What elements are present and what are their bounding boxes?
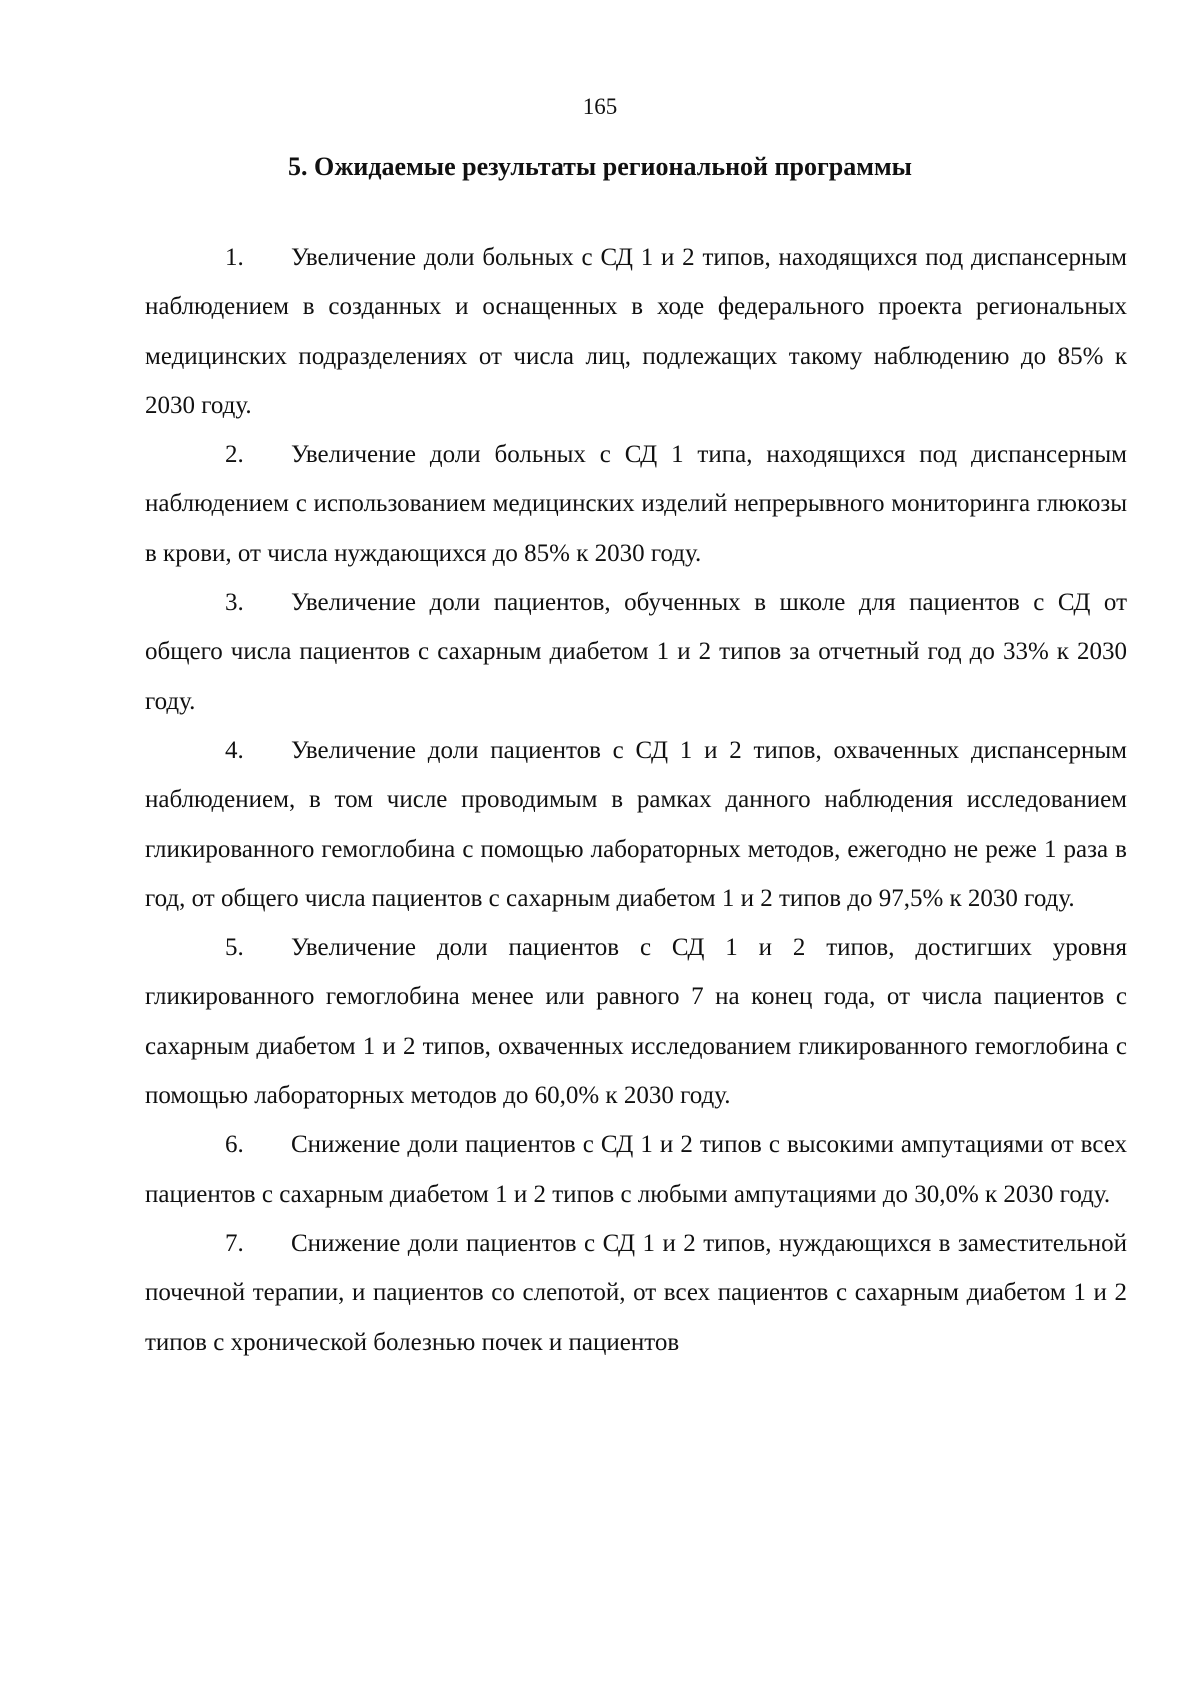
item-text: Снижение доли пациентов с СД 1 и 2 типов с высокими ампутациями от всех пациентов с сахарным диабетом 1 и 2 типов с любыми ампутациями до 30,0% к 2030 году. <box>145 1131 1127 1208</box>
item-text: Увеличение доли пациентов, обученных в школе для пациентов с СД от общего числа пациентов с сахарным диабетом 1 и 2 типов за отчетный год до 33% к 2030 году. <box>145 589 1127 715</box>
page-number: 165 <box>582 94 618 119</box>
section-title: 5. Ожидаемые результаты региональной программы <box>288 152 912 181</box>
list-item <box>145 726 1127 923</box>
list-item <box>145 578 1127 726</box>
item-number: 5. <box>225 934 244 962</box>
list-item <box>145 1219 1127 1367</box>
item-text: Увеличение доли больных с СД 1 и 2 типов, находящихся под диспансерным наблюдением в созданных и оснащенных в ходе федерального проекта региональных медицинских подразделениях от числа лиц, подлежащих такому наблюдению до 85% к 2030 году. <box>145 244 1127 419</box>
list-item <box>145 430 1127 578</box>
item-number: 4. <box>225 736 244 764</box>
item-number: 7. <box>225 1229 244 1257</box>
content-body <box>145 233 1127 1367</box>
item-number: 3. <box>225 589 244 617</box>
item-number: 1. <box>225 244 244 271</box>
item-text: Увеличение доли пациентов с СД 1 и 2 типов, достигших уровня гликированного гемоглобина менее или равного 7 на конец года, от числа пациентов с сахарным диабетом 1 и 2 типов, охваченных исследованием гликированного гемоглобина с помощью лабораторных методов до 60,0% к 2030 году. <box>145 934 1127 1110</box>
item-text: Увеличение доли больных с СД 1 типа, находящихся под диспансерным наблюдением с использованием медицинских изделий непрерывного мониторинга глюкозы в крови, от числа нуждающихся до 85% к 2030 году. <box>145 441 1127 567</box>
item-number: 2. <box>225 441 244 469</box>
list-item <box>145 1120 1127 1219</box>
item-text: Снижение доли пациентов с СД 1 и 2 типов, нуждающихся в заместительной почечной терапии, и пациентов со слепотой, от всех пациентов с сахарным диабетом 1 и 2 типов с хронической болезнью почек и пациентов <box>145 1229 1127 1356</box>
list-item <box>145 923 1127 1120</box>
list-item <box>145 233 1127 430</box>
item-number: 6. <box>225 1131 244 1159</box>
item-text: Увеличение доли пациентов с СД 1 и 2 типов, охваченных диспансерным наблюдением, в том числе проводимым в рамках данного наблюдения исследованием гликированного гемоглобина с помощью лабораторных методов, ежегодно не реже 1 раза в год, от общего числа пациентов с сахарным диабетом 1 и 2 типов до 97,5% к 2030 году. <box>145 736 1127 912</box>
